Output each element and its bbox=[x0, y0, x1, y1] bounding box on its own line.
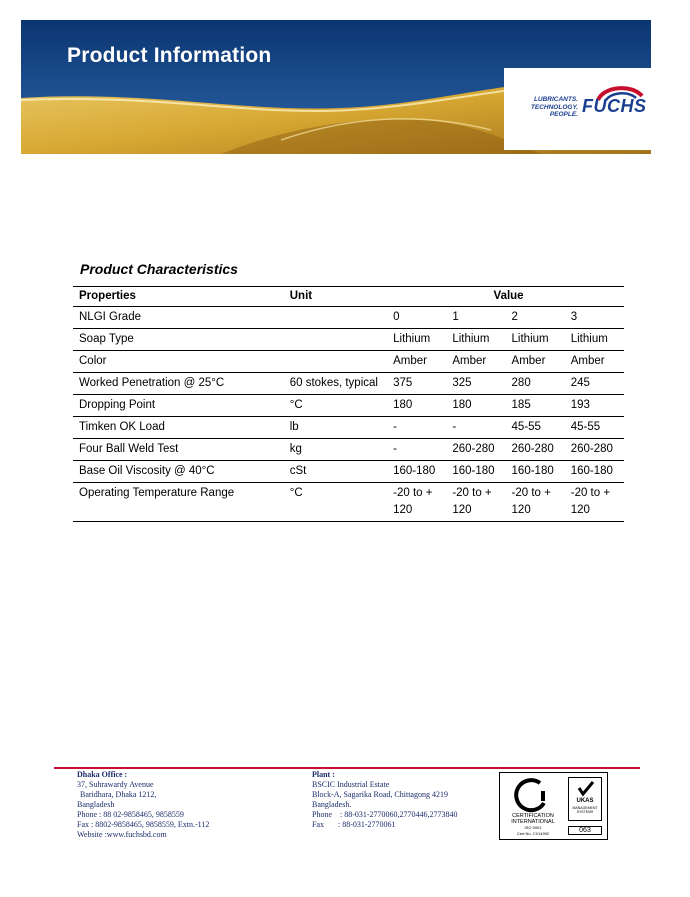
value-cell: 45-55 bbox=[570, 421, 601, 433]
ukas-label: UKAS bbox=[576, 798, 594, 804]
website-line: Website :www.fuchsbd.com bbox=[77, 830, 167, 839]
page-title: Product Information bbox=[67, 44, 272, 67]
unit-cell bbox=[284, 329, 387, 351]
property-cell: Operating Temperature Range bbox=[79, 487, 235, 499]
certification-ring-icon bbox=[510, 777, 554, 813]
value-cell: 193 bbox=[570, 399, 590, 411]
value-cell: 1 bbox=[452, 311, 459, 323]
phone-line: Phone : 88 02-9858465, 9858559 bbox=[77, 810, 184, 819]
address-line: Block-A, Sagarika Road, Chittagong 4219 bbox=[312, 790, 448, 799]
value-cell: Amber bbox=[393, 355, 427, 367]
value-cell: - bbox=[393, 421, 397, 433]
unit-cell: °C bbox=[289, 399, 303, 411]
unit-cell bbox=[284, 307, 387, 329]
value-cell: Amber bbox=[570, 355, 605, 367]
table-row bbox=[73, 373, 624, 395]
value-cell: Lithium bbox=[511, 333, 549, 345]
unit-cell: lb bbox=[289, 421, 299, 433]
property-cell: NLGI Grade bbox=[79, 311, 141, 323]
value-cell: 260-280 bbox=[452, 443, 495, 455]
phone-line: Phone : 88-031-2770060,2770446,2773840 bbox=[312, 810, 458, 819]
address-line: 37, Suhrawardy Avenue bbox=[77, 780, 154, 789]
table-row bbox=[73, 351, 624, 373]
value-cell: -20 to + 120 bbox=[393, 487, 433, 516]
logo-tagline: LUBRICANTS. TECHNOLOGY. PEOPLE. bbox=[530, 96, 578, 118]
fax-line: Fax : 88-031-2770061 bbox=[312, 820, 396, 829]
section-title: Product Characteristics bbox=[80, 261, 238, 277]
property-cell: Four Ball Weld Test bbox=[79, 443, 179, 455]
unit-cell bbox=[284, 351, 387, 373]
table-row bbox=[73, 395, 624, 417]
product-characteristics-table bbox=[73, 286, 624, 522]
value-cell: 160-180 bbox=[570, 465, 613, 477]
table-row bbox=[73, 461, 624, 483]
dhaka-office-heading: Dhaka Office : bbox=[77, 770, 128, 779]
property-cell: Dropping Point bbox=[79, 399, 156, 411]
value-cell: 260-280 bbox=[570, 443, 613, 455]
footer-divider bbox=[54, 767, 640, 769]
value-cell: Lithium bbox=[393, 333, 431, 345]
table-row bbox=[73, 417, 624, 439]
value-cell: - bbox=[393, 443, 397, 455]
crown-check-icon bbox=[576, 780, 596, 798]
dhaka-office-address bbox=[77, 770, 209, 840]
table-row bbox=[73, 439, 624, 461]
unit-cell: kg bbox=[289, 443, 302, 455]
table-row bbox=[73, 329, 624, 351]
plant-heading: Plant : bbox=[312, 770, 335, 779]
value-cell: 3 bbox=[570, 311, 578, 323]
value-cell: Lithium bbox=[570, 333, 608, 345]
unit-cell: cSt bbox=[289, 465, 307, 477]
value-cell: -20 to + 120 bbox=[570, 487, 611, 516]
property-cell: Worked Penetration @ 25°C bbox=[79, 377, 225, 389]
ukas-number: 063 bbox=[568, 826, 602, 835]
address-line: Bangladesh bbox=[77, 800, 115, 809]
value-cell: 45-55 bbox=[511, 421, 541, 433]
logo-brand: FUCHS bbox=[582, 96, 647, 116]
certification-badge bbox=[499, 772, 608, 840]
value-cell: Amber bbox=[452, 355, 487, 367]
unit-cell: °C bbox=[289, 487, 303, 499]
value-cell: 0 bbox=[393, 311, 400, 323]
property-cell: Color bbox=[79, 355, 107, 367]
value-cell: 2 bbox=[511, 311, 518, 323]
fax-line: Fax : 8802-9858465, 9858559, Extn.-112 bbox=[77, 820, 210, 829]
value-cell: -20 to + 120 bbox=[511, 487, 551, 516]
property-cell: Base Oil Viscosity @ 40°C bbox=[79, 465, 215, 477]
header-value: Value bbox=[493, 290, 524, 302]
header-banner bbox=[21, 20, 651, 154]
ukas-sublabel: MANAGEMENT SYSTEMS bbox=[572, 806, 598, 814]
address-line: BSCIC Industrial Estate bbox=[312, 780, 390, 789]
value-cell: 180 bbox=[393, 399, 413, 411]
property-cell: Soap Type bbox=[79, 333, 134, 345]
header-unit: Unit bbox=[289, 290, 313, 302]
table-header-row bbox=[73, 287, 624, 307]
value-cell: 160-180 bbox=[452, 465, 495, 477]
fuchs-logo bbox=[504, 68, 651, 150]
value-cell: 160-180 bbox=[393, 465, 436, 477]
value-cell: 325 bbox=[452, 377, 472, 389]
plant-address bbox=[312, 770, 458, 830]
address-line: Baridhara, Dhaka 1212, bbox=[80, 790, 157, 799]
value-cell: 180 bbox=[452, 399, 472, 411]
value-cell: 260-280 bbox=[511, 443, 554, 455]
unit-cell: 60 stokes, typical bbox=[289, 377, 378, 389]
value-cell: 185 bbox=[511, 399, 531, 411]
value-cell: Lithium bbox=[452, 333, 490, 345]
table-row bbox=[73, 307, 624, 329]
value-cell: - bbox=[452, 421, 457, 433]
value-cell: Amber bbox=[511, 355, 546, 367]
value-cell: -20 to + 120 bbox=[452, 487, 492, 516]
ukas-mark bbox=[568, 777, 602, 821]
address-line: Bangladesh. bbox=[312, 800, 352, 809]
table-row bbox=[73, 483, 624, 522]
value-cell: 280 bbox=[511, 377, 531, 389]
certification-text: CERTIFICATION INTERNATIONAL ISO 9001 Cert No. CI/14992 bbox=[511, 813, 555, 836]
value-cell: 160-180 bbox=[511, 465, 554, 477]
header-properties: Properties bbox=[79, 290, 136, 302]
value-cell: 375 bbox=[393, 377, 413, 389]
property-cell: Timken OK Load bbox=[79, 421, 165, 433]
value-cell: 245 bbox=[570, 377, 590, 389]
